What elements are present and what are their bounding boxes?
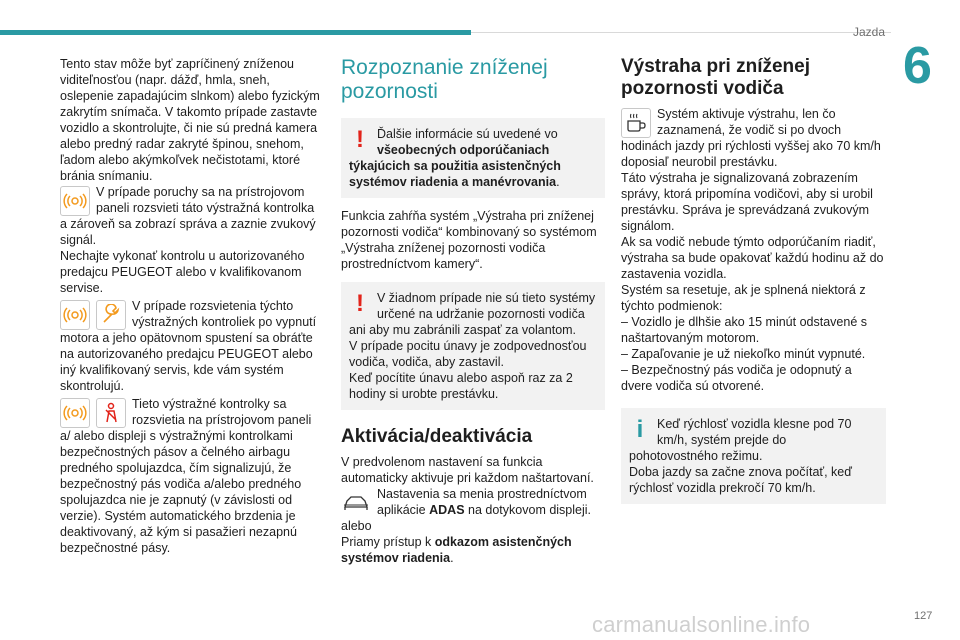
paragraph: Nastavenia sa menia prostredníctvom aplikácie — [377, 487, 587, 517]
adas-block — [341, 486, 605, 534]
top-accent-bar — [0, 30, 471, 35]
radar-fault-icon — [60, 186, 90, 216]
note-text: V prípade pocitu únavy je zodpovednosťou vodiča, vodiča, aby zastavil. — [349, 339, 587, 369]
section-title: Rozpoznanie zníženej pozornosti — [341, 56, 548, 103]
adas-app-name: ADAS — [429, 503, 465, 517]
radar-fault-icon — [60, 398, 90, 428]
list-item: – Bezpečnostný pás vodiča je odopnutý a dvere vodiča sú otvorené. — [621, 363, 852, 393]
note-text: Keď pocítite únavu alebo aspoň raz za 2 hodiny si urobte prestávku. — [349, 371, 573, 401]
list-item: – Vozidlo je dlhšie ako 15 minút odstavené s naštartovaným motorom. — [621, 315, 867, 345]
paragraph: Nechajte vykonať kontrolu u autorizovaného predajcu PEUGEOT alebo v kvalifikovanom servise. — [60, 249, 305, 295]
warning-note — [341, 282, 605, 410]
section-title: Výstraha pri zníženej pozornosti vodiča — [621, 56, 811, 99]
radar-fault-icon — [60, 300, 90, 330]
car-icon — [341, 488, 371, 518]
warning-note — [341, 118, 605, 198]
wrench-icon — [96, 300, 126, 330]
subsection-title: Aktivácia/deaktivácia — [341, 426, 533, 447]
paragraph: Priamy prístup k — [341, 535, 435, 549]
exclamation-icon: ! — [356, 126, 364, 153]
paragraph: Ak sa vodič nebude týmto odporúčaním riadiť, výstraha sa bude opakovať každú hodinu až do zastavenia vozidla. — [621, 235, 884, 281]
note-bold-text: všeobecných odporúčaniach týkajúcich sa použitia asistenčných systémov riadenia a manévrovania — [349, 143, 561, 189]
paragraph: Systém aktivuje výstrahu, len čo zaznamená, že vodič si po dvoch hodinách jazdy pri rýchlosti vyššej ako 70 km/h doposiaľ neurobil prestávku. — [621, 107, 881, 169]
paragraph: Táto výstraha je signalizovaná zobrazením správy, ktorá pripomína vodičovi, aby si urobil prestávku. Správa je sprevádzaná zvukovým signálom. — [621, 171, 873, 233]
section-name: Jazda — [853, 25, 886, 39]
paragraph: . — [450, 551, 454, 565]
note-text: Ďalšie informácie sú uvedené vo — [377, 127, 558, 141]
exclamation-icon: ! — [356, 290, 364, 317]
warning-block — [60, 184, 322, 248]
paragraph: Funkcia zahŕňa systém „Výstraha pri zníženej pozornosti vodiča“ kombinovaný so systémom „Výstraha zníženej pozornosti vodiča prostredníctvom kamery“. — [341, 209, 597, 271]
column-3 — [621, 56, 886, 514]
note-text: V žiadnom prípade nie sú tieto systémy určené na udržanie pozornosti vodiča ani aby mu zabránili zaspať za volantom. — [349, 291, 596, 337]
paragraph: Tento stav môže byť zapríčinený zníženou viditeľnosťou (napr. dážď, hmla, sneh, oslepenie zapadajúcim slnkom) alebo fyzickým zakrytím snímača. V takomto prípade zastavte vozidlo a skontrolujte, či nie sú predná kamera alebo predný radar zakryté špinou, snehom, ľadom alebo akýmkoľvek nečistotami, ktoré bránia snímaniu. — [60, 57, 320, 183]
bold-link-text: odkazom asistenčných systémov riadenia — [341, 535, 572, 565]
list-item: – Zapaľovanie je už niekoľko minút vypnuté. — [621, 347, 866, 361]
paragraph: V prípade rozsvietenia týchto výstražných kontroliek po vypnutí motora a jeho opätovnom spustení sa obráťte na autorizovaného predajcu PEUGEOT alebo iný kvalifikovaný servis, kde vám systém skontrolujú. — [60, 299, 317, 393]
note-text: Keď rýchlosť vozidla klesne pod 70 km/h, systém prejde do pohotovostného režimu. — [629, 417, 852, 463]
paragraph: Systém sa resetuje, ak je splnená niektorá z týchto podmienok: — [621, 283, 866, 313]
paragraph: na dotykovom displeji. alebo — [341, 503, 592, 533]
warning-block — [60, 298, 322, 394]
paragraph: Tieto výstražné kontrolky sa rozsvietia na prístrojovom paneli a/ alebo displeji s výstražnými kontrolkami bezpečnostných pásov a čelného airbagu predného spolujazdca, čím signalizujú, že bezpečnostný pás vodiča a/alebo predného spolujazdca nie je zapnutý (v závislosti od verzie). Systém automatického brzdenia je deaktivovaný, až kým si pasažieri nezapnú bezpečnostné pásy. — [60, 397, 312, 555]
coffee-cup-icon — [621, 108, 651, 138]
warning-block — [60, 396, 322, 556]
column-1 — [60, 56, 322, 556]
seatbelt-icon — [96, 398, 126, 428]
note-text: . — [556, 175, 560, 189]
info-icon: i — [636, 416, 644, 443]
note-text: Doba jazdy sa začne znova počítať, keď rýchlosť vozidla prekročí 70 km/h. — [629, 465, 852, 495]
page-number: 127 — [914, 610, 933, 622]
watermark: carmanualsonline.info — [592, 612, 811, 637]
info-note — [621, 408, 886, 504]
paragraph: V prípade poruchy sa na prístrojovom paneli rozsvieti táto výstražná kontrolka a zároveň sa zobrazí správa a zaznie zvukový signál. — [60, 185, 316, 247]
chapter-number: 6 — [903, 37, 932, 95]
coffee-block — [621, 106, 886, 170]
top-rule — [471, 32, 891, 33]
column-2 — [341, 56, 605, 566]
paragraph: V predvolenom nastavení sa funkcia automaticky aktivuje pri každom naštartovaní. — [341, 455, 594, 485]
